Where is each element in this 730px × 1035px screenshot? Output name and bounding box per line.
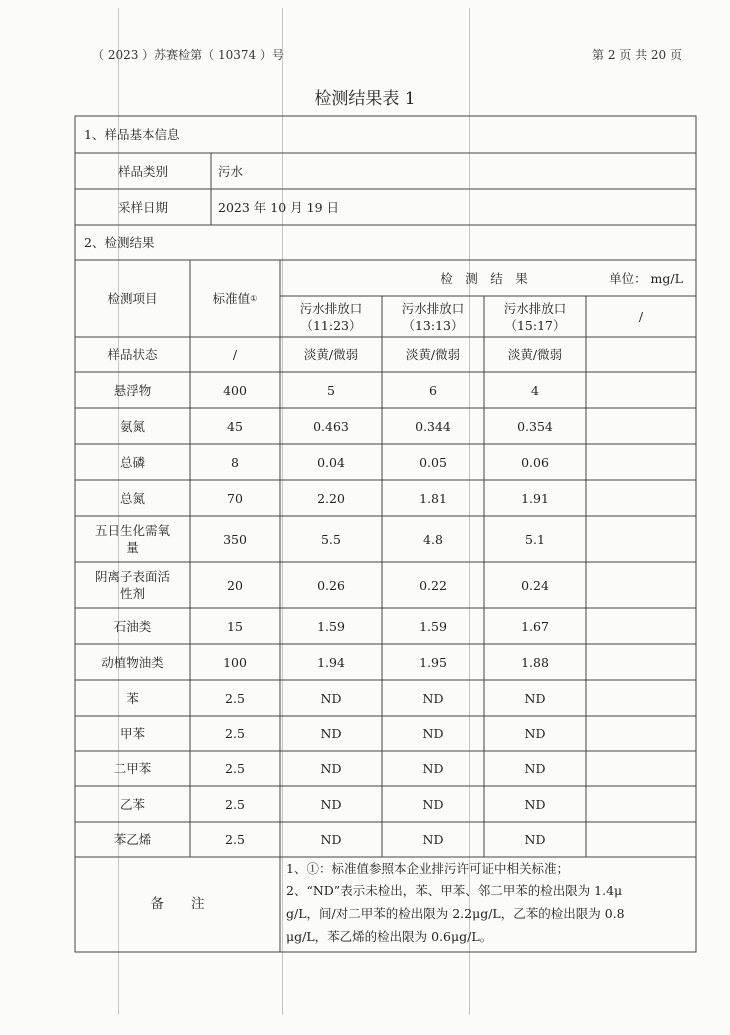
cell-result-text: ND (320, 796, 342, 812)
cell-result (382, 408, 484, 444)
cell-result-text: 1.91 (521, 490, 549, 506)
cell-result (484, 408, 586, 444)
cell-result (382, 608, 484, 644)
cell-result (484, 680, 586, 716)
cell-result-text: 5.5 (321, 531, 341, 547)
cell-standard (190, 786, 280, 822)
cell-standard (190, 680, 280, 716)
outlet-time: （15:17） (504, 317, 566, 333)
cell-item (75, 444, 190, 480)
cell-result-text: ND (422, 690, 444, 706)
cell-standard (190, 516, 280, 562)
col-header-results: 检 测 结 果 (440, 270, 528, 286)
cell-item (75, 337, 190, 372)
cell-result-text: 5 (327, 382, 335, 398)
sampling-date-value: 2023 年 10 月 19 日 (218, 199, 339, 215)
cell-result-text: 0.463 (313, 418, 349, 434)
cell-result-text: ND (320, 832, 342, 847)
cell-item-text: 阴离子表面活 (94, 569, 170, 584)
cell-result (280, 444, 382, 480)
cell-item-text: 性剂 (119, 586, 145, 601)
cell-result (280, 680, 382, 716)
unit-label: 单位： mg/L (609, 270, 683, 286)
cell-item (75, 516, 190, 562)
cell-result (484, 372, 586, 408)
col-header-standard-text: 标准值 (212, 291, 251, 306)
report-number: （ 2023 ）苏赛检第（ 10374 ）号 (92, 48, 284, 62)
cell-item (75, 372, 190, 408)
section-heading-basic-info: 1、样品基本信息 (84, 127, 180, 142)
cell-result (280, 822, 382, 857)
outlet-name: 污水排放口 (401, 300, 465, 316)
cell-result-text: 4.8 (423, 531, 443, 547)
cell-result-text: 淡黄/微弱 (303, 347, 359, 362)
cell-standard (190, 337, 280, 372)
cell-result (280, 716, 382, 751)
footnote-marker: ① (250, 294, 258, 303)
cell-item-text: 总氮 (119, 490, 145, 506)
cell-result (280, 408, 382, 444)
cell-result (382, 716, 484, 751)
cell-result (382, 516, 484, 562)
cell-result (484, 444, 586, 480)
sampling-date-label: 采样日期 (117, 199, 168, 215)
cell-result-text: 1.59 (317, 618, 345, 634)
cell-item-text: 苯 (126, 690, 139, 706)
outlet-name: 污水排放口 (299, 300, 363, 316)
cell-result (382, 444, 484, 480)
cell-standard-text: / (232, 347, 238, 362)
cell-standard (190, 751, 280, 786)
cell-result-text: ND (524, 796, 546, 812)
col-header-outlet-2 (382, 296, 484, 337)
cell-result-text: 1.59 (419, 618, 447, 634)
section-heading-results: 2、检测结果 (84, 235, 155, 250)
cell-result-text: ND (524, 832, 546, 847)
cell-result-text: 1.94 (317, 654, 345, 670)
cell-result-text: 1.67 (521, 618, 549, 634)
cell-result-text: ND (524, 726, 546, 741)
cell-standard-text: 400 (223, 382, 247, 398)
cell-result (280, 786, 382, 822)
cell-item-text: 量 (126, 540, 139, 555)
cell-item (75, 716, 190, 751)
cell-result (382, 680, 484, 716)
cell-result (382, 822, 484, 857)
cell-result (280, 751, 382, 786)
cell-result (484, 480, 586, 516)
sample-type-label: 样品类别 (117, 163, 168, 179)
page-title: 检测结果表 1 (314, 89, 416, 109)
cell-item (75, 751, 190, 786)
cell-standard (190, 408, 280, 444)
cell-result-text: 5.1 (525, 531, 545, 547)
cell-item (75, 644, 190, 680)
cell-result-text: 0.22 (419, 577, 447, 593)
cell-standard-text: 2.5 (225, 690, 245, 706)
cell-result (484, 786, 586, 822)
remark-line: 2、“ND”表示未检出，苯、甲苯、邻二甲苯的检出限为 1.4μ (286, 883, 623, 898)
cell-result (280, 337, 382, 372)
cell-result (382, 786, 484, 822)
cell-result (382, 644, 484, 680)
cell-standard-text: 2.5 (225, 796, 245, 812)
cell-result-text: 1.88 (521, 654, 549, 670)
cell-result (280, 608, 382, 644)
cell-result (484, 716, 586, 751)
cell-result-text: 0.06 (521, 454, 549, 470)
cell-result (484, 751, 586, 786)
remark-line: g/L，间/对二甲苯的检出限为 2.2μg/L，乙苯的检出限为 0.8 (286, 906, 625, 921)
cell-result (382, 337, 484, 372)
cell-result (484, 337, 586, 372)
col-header-extra: / (638, 309, 644, 324)
cell-item (75, 786, 190, 822)
remark-line: 1、①：标准值参照本企业排污许可证中相关标准； (286, 861, 569, 876)
cell-result-text: 6 (429, 382, 437, 398)
cell-result-text: 0.26 (317, 577, 345, 593)
cell-standard-text: 45 (227, 418, 243, 434)
remark-line: μg/L，苯乙烯的检出限为 0.6μg/L。 (286, 929, 493, 944)
cell-result-text: 1.95 (419, 654, 447, 670)
cell-item (75, 480, 190, 516)
cell-result-text: 淡黄/微弱 (405, 347, 461, 362)
cell-item-text: 总磷 (119, 454, 145, 470)
cell-item-text: 氨氮 (119, 418, 145, 434)
cell-standard-text: 2.5 (225, 761, 245, 776)
cell-item-text: 五日生化需氧 (94, 523, 170, 538)
cell-result (382, 480, 484, 516)
cell-result-text: ND (320, 761, 342, 776)
cell-standard (190, 608, 280, 644)
cell-result-text: 0.24 (521, 577, 549, 593)
cell-result-text: ND (422, 761, 444, 776)
cell-item (75, 608, 190, 644)
cell-result (484, 608, 586, 644)
cell-standard (190, 716, 280, 751)
col-header-outlet-3 (484, 296, 586, 337)
cell-result-text: ND (422, 832, 444, 847)
cell-standard (190, 644, 280, 680)
cell-standard-text: 15 (227, 618, 243, 634)
cell-result-text: ND (320, 726, 342, 741)
col-header-outlet-1 (280, 296, 382, 337)
cell-item-text: 苯乙烯 (113, 832, 152, 847)
cell-result-text: ND (524, 690, 546, 706)
cell-result (484, 516, 586, 562)
cell-standard-text: 2.5 (225, 832, 245, 847)
cell-standard (190, 562, 280, 608)
cell-result-text: ND (524, 761, 546, 776)
cell-standard (190, 444, 280, 480)
col-header-item: 检测项目 (107, 291, 158, 306)
cell-result-text: 0.354 (517, 418, 553, 434)
cell-result-text: 4 (531, 382, 539, 398)
outlet-time: （13:13） (402, 317, 464, 333)
cell-standard-text: 20 (227, 577, 243, 593)
cell-standard-text: 350 (223, 531, 247, 547)
cell-result (280, 562, 382, 608)
cell-result-text: ND (422, 796, 444, 812)
cell-item (75, 680, 190, 716)
cell-item (75, 822, 190, 857)
cell-standard (190, 480, 280, 516)
cell-standard-text: 70 (227, 490, 243, 506)
cell-result-text: 淡黄/微弱 (507, 347, 563, 362)
cell-result (382, 372, 484, 408)
cell-result (484, 562, 586, 608)
cell-result (280, 372, 382, 408)
cell-standard (190, 822, 280, 857)
remarks-label: 备 注 (150, 896, 205, 912)
cell-standard-text: 8 (231, 454, 239, 470)
cell-item-text: 二甲苯 (113, 761, 152, 776)
cell-result-text: 1.81 (419, 490, 447, 506)
cell-result (280, 644, 382, 680)
cell-item-text: 石油类 (113, 618, 152, 634)
cell-result-text: ND (422, 726, 444, 741)
cell-item (75, 408, 190, 444)
outlet-name: 污水排放口 (503, 300, 567, 316)
page-number: 第 2 页 共 20 页 (592, 48, 682, 62)
outlet-time: （11:23） (300, 317, 362, 333)
col-header-standard (190, 260, 280, 337)
cell-item-text: 甲苯 (119, 726, 145, 741)
cell-result-text: 2.20 (317, 490, 345, 506)
cell-item (75, 562, 190, 608)
cell-result-text: 0.344 (415, 418, 451, 434)
cell-item-text: 乙苯 (119, 796, 145, 812)
cell-result (280, 480, 382, 516)
cell-result-text: ND (320, 690, 342, 706)
cell-result-text: 0.04 (317, 454, 345, 470)
cell-item-text: 样品状态 (107, 347, 158, 362)
cell-item-text: 动植物油类 (101, 654, 164, 670)
cell-result (484, 822, 586, 857)
cell-standard-text: 2.5 (225, 726, 245, 741)
cell-result (382, 562, 484, 608)
cell-standard (190, 372, 280, 408)
cell-result (280, 516, 382, 562)
cell-result-text: 0.05 (419, 454, 447, 470)
cell-standard-text: 100 (223, 654, 247, 670)
cell-result (484, 644, 586, 680)
sample-type-value: 污水 (218, 163, 244, 179)
cell-item-text: 悬浮物 (113, 382, 152, 398)
cell-result (382, 751, 484, 786)
